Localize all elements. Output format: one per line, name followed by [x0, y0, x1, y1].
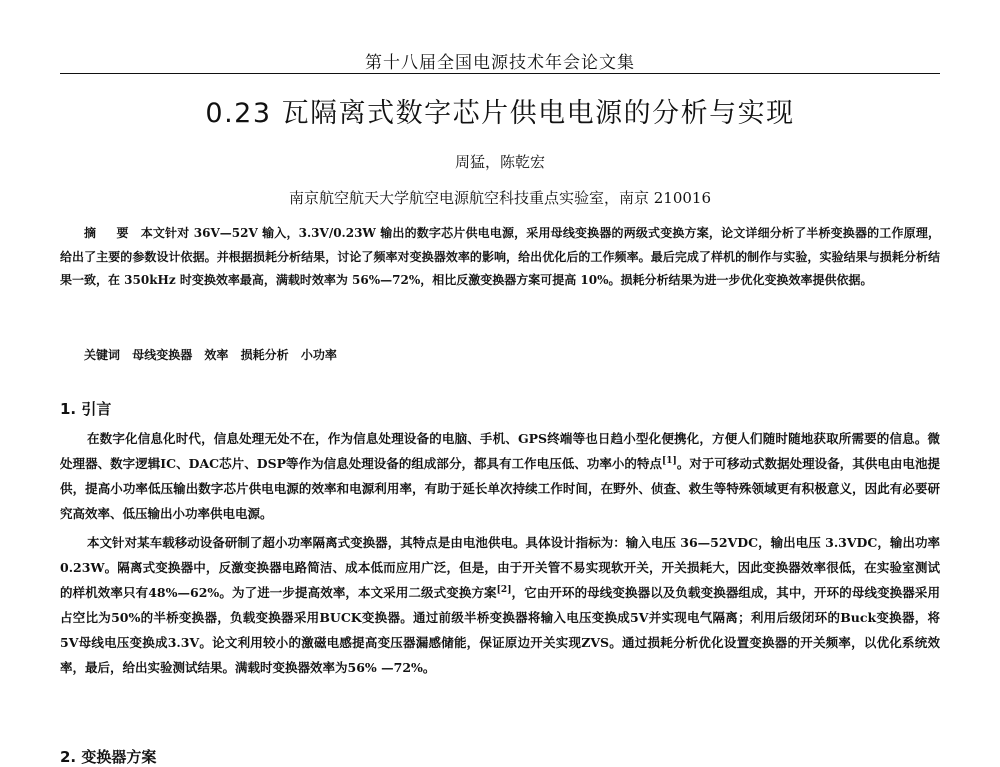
keyword: 损耗分析 — [240, 348, 289, 362]
section-heading-intro: 1. 引言 — [60, 400, 112, 418]
intro-paragraph-1 — [60, 426, 940, 526]
paper-title: 0.23 瓦隔离式数字芯片供电电源的分析与实现 — [205, 98, 795, 129]
affiliation: 南京航空航天大学航空电源航空科技重点实验室，南京 210016 — [288, 189, 712, 207]
authors: 周猛，陈乾宏 — [454, 153, 545, 171]
abstract — [60, 222, 940, 293]
abstract-label: 摘 要 — [84, 226, 137, 240]
intro-paragraph-2 — [60, 530, 940, 680]
citation-ref: [1] — [662, 455, 677, 466]
keywords-label: 关键词 — [84, 348, 121, 362]
keyword: 母线变换器 — [132, 348, 193, 362]
keywords — [84, 346, 940, 363]
keyword: 效率 — [204, 348, 229, 362]
citation-ref: [2] — [496, 584, 512, 595]
section-heading-scheme: 2. 变换器方案 — [60, 748, 157, 766]
header-rule — [60, 73, 940, 74]
keyword: 小功率 — [300, 348, 337, 362]
para-text: 。对于可移动式数据处理设备，其供电由电池提供，提高小功率低压输出数字芯片供电电源的效率和电源利用率，有助于延长单次持续工作时间，在野外、侦查、救生等特殊领域更有积极意义，因此有必要研究高效率、低压输出小功率供电电源。 — [60, 456, 940, 521]
para-text: 在数字化信息化时代，信息处理无处不在，作为信息处理设备的电脑、手机、GPS终端等也日趋小型化便携化，方便人们随时随地获取所需要的信息。微处理器、数字逻辑IC、DAC芯片、DSP等作为信息处理设备的组成部分，都具有工作电压低、功率小的特点 — [60, 431, 940, 471]
abstract-text: 本文针对 36V—52V 输入，3.3V/0.23W 输出的数字芯片供电电源，采用母线变换器的两级式变换方案，论文详细分析了半桥变换器的工作原理，给出了主要的参数设计依据。并根据损耗分析结果，讨论了频率对变换器效率的影响，给出优化后的工作频率。最后完成了样机的制作与实验，实验结果与损耗分析结果一致，在 350kHz 时变换效率最高，满载时效率为 56%—72%，相比反激变换器方案可提高 10%。损耗分析结果为进一步优化变换效率提供依据。 — [60, 226, 940, 287]
running-header: 第十八届全国电源技术年会论文集 — [365, 53, 635, 73]
para-text: ，它由开环的母线变换器以及负载变换器组成，其中，开环的母线变换器采用占空比为50%的半桥变换器，负载变换器采用BUCK变换器。通过前级半桥变换器将输入电压变换成5V并实现电气隔离；利用后级闭环的Buck变换器，将5V母线电压变换成3.3V。论文利用较小的激磁电感提高变压器漏感储能，保证原边开关实现ZVS。通过损耗分析优化设置变换器的开关频率，以优化系统效率，最后，给出实验测试结果。满载时变换器效率为56% —72%。 — [60, 585, 940, 675]
para-text: 本文针对某车载移动设备研制了超小功率隔离式变换器，其特点是由电池供电。具体设计指标为：输入电压 36—52VDC，输出电压 3.3VDC，输出功率0.23W。隔离式变换器中，反激变换器电路简洁、成本低而应用广泛，但是，由于开关管不易实现软开关，开关损耗大，因此变换器效率很低，在实验室测试的样机效率只有48%—62%。为了进一步提高效率，本文采用二级式变换方案 — [60, 535, 940, 600]
